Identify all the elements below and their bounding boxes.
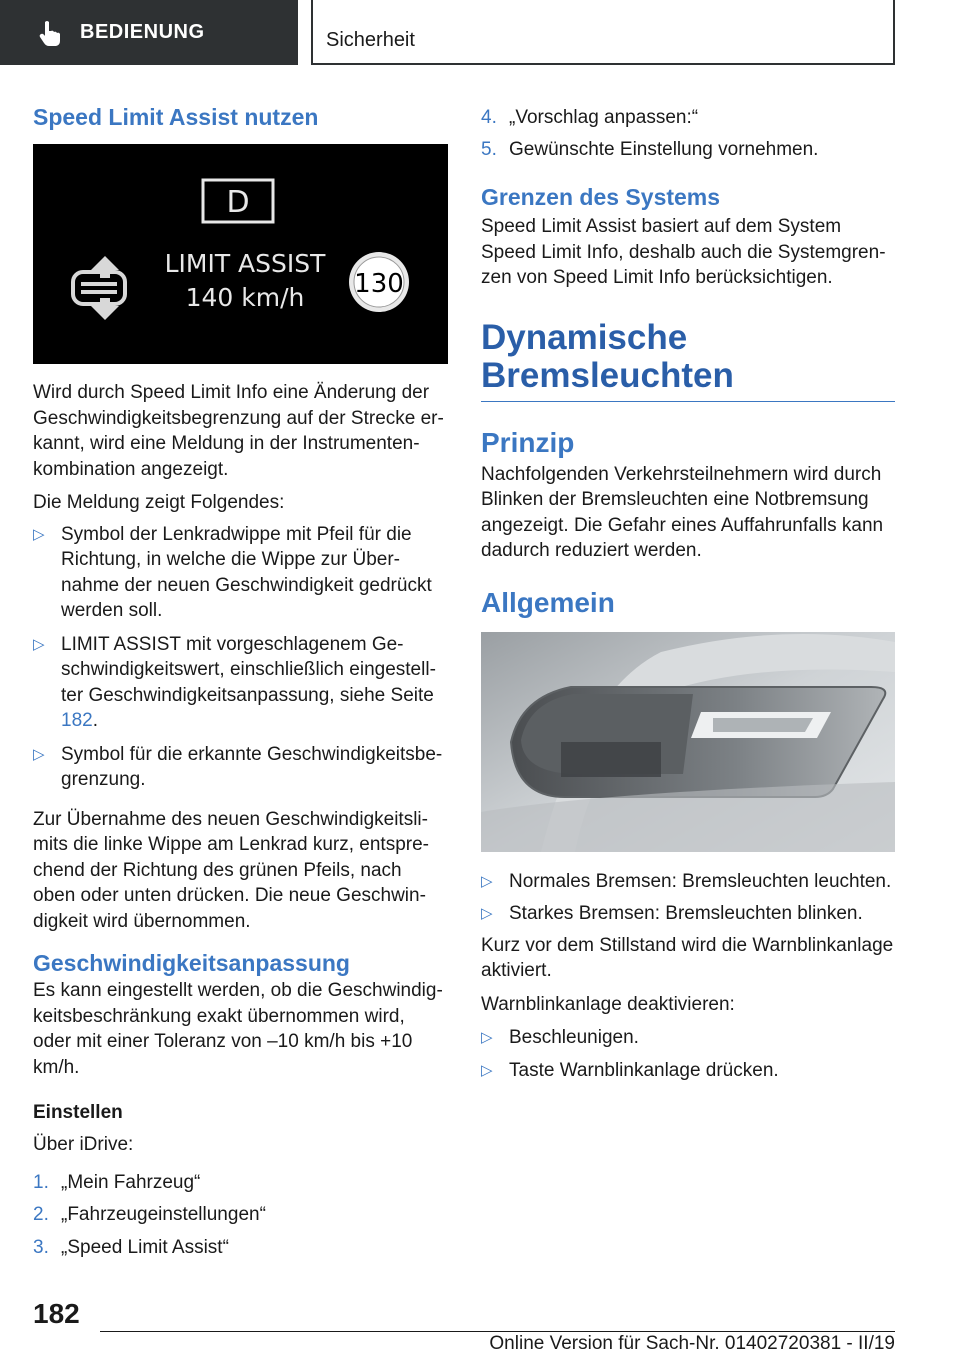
bullet-list	[481, 1025, 895, 1083]
speed-sign-icon	[349, 252, 409, 312]
list-item-text: Symbol der Lenkradwippe mit Pfeil für die Richtung, in welche die Wippe zur Übernahme der neuen Geschwindigkeit gedrückt werden soll.	[61, 523, 432, 621]
list-item	[33, 1170, 448, 1196]
subsection-title: Grenzen des Systems	[481, 184, 721, 210]
paragraph: Die Meldung zeigt Folgendes:	[33, 492, 285, 513]
list-item-text: „Speed Limit Assist“	[61, 1236, 229, 1258]
step-number: 1.	[33, 1171, 49, 1193]
limit-assist-display-image	[33, 144, 448, 364]
list-item-text: Taste Warnblinkanlage drücken.	[509, 1059, 779, 1081]
list-item	[33, 522, 448, 624]
triangle-bullet-icon: ▷	[33, 525, 45, 543]
list-item-text: „Vorschlag anpassen:“	[509, 107, 699, 128]
subsection-title: Geschwindigkeitsanpassung	[33, 950, 350, 976]
subsection-title: Allgemein	[481, 586, 615, 618]
section-tab-label: BEDIENUNG	[80, 21, 205, 43]
numbered-list	[33, 1170, 448, 1261]
list-item	[481, 869, 895, 895]
paragraph: Es kann eingestellt werden, ob die Geschwindigkeitsbeschränkung exakt übernommen wird, oder mit einer Toleranz von –10 km/h bis +10 km/h.	[33, 980, 443, 1078]
divider	[481, 401, 895, 402]
subheading: Einstellen	[33, 1102, 123, 1123]
limit-assist-label: LIMIT ASSIST	[164, 249, 326, 278]
list-item	[33, 742, 448, 793]
page-link[interactable]: 182	[61, 710, 93, 731]
list-item	[481, 105, 895, 131]
gear-indicator: D	[226, 185, 250, 220]
footer-divider	[100, 1331, 895, 1332]
list-item	[33, 1235, 448, 1261]
speed-sign-value: 130	[354, 269, 404, 299]
list-item-text: „Fahrzeugeinstellungen“	[61, 1204, 266, 1225]
step-number: 3.	[33, 1236, 49, 1258]
list-item-text: Beschleunigen.	[509, 1027, 639, 1048]
triangle-bullet-icon: ▷	[481, 905, 493, 922]
list-item-text: Starkes Bremsen: Bremsleuchten blinken.	[509, 903, 863, 924]
paragraph: Nachfolgenden Verkehrsteilnehmern wird durch Blinken der Bremsleuchten eine Notbremsung angezeigt. Die Gefahr eines Auffahrunfalls kann dadurch reduziert werden.	[481, 463, 884, 561]
limit-speed-value: 140 km/h	[185, 283, 305, 312]
left-column	[33, 100, 448, 1260]
tail-light-image	[481, 632, 895, 852]
step-number: 4.	[481, 107, 497, 128]
step-number: 2.	[33, 1204, 49, 1225]
section-tab[interactable]	[0, 0, 298, 65]
subsection-title: Prinzip	[481, 426, 575, 458]
triangle-bullet-icon: ▷	[33, 745, 45, 763]
list-item	[481, 1025, 895, 1051]
list-item-text: Normales Bremsen: Bremsleuchten leuchten.	[509, 870, 892, 892]
section-title: Speed Limit Assist nutzen	[33, 104, 319, 130]
numbered-list	[481, 105, 895, 162]
footer-text: Online Version für Sach-Nr. 01402720381 - II/19	[489, 1333, 895, 1354]
list-item-text: Gewünschte Einstellung vornehmen.	[509, 138, 819, 160]
chapter-header	[311, 0, 895, 65]
paragraph: Warnblinkanlage deaktivieren:	[481, 993, 735, 1015]
list-item	[33, 632, 448, 734]
list-item	[481, 137, 895, 163]
triangle-bullet-icon: ▷	[481, 1029, 493, 1046]
page-number: 182	[33, 1298, 80, 1329]
triangle-bullet-icon: ▷	[481, 872, 493, 890]
list-item-text: Symbol für die erkannte Geschwindigkeitsbegrenzung.	[61, 743, 443, 790]
pointing-hand-icon	[36, 18, 66, 48]
list-item-text: „Mein Fahrzeug“	[61, 1171, 201, 1193]
chapter-title: Sicherheit	[326, 29, 415, 51]
right-column	[481, 100, 895, 1083]
list-item-text: LIMIT ASSIST mit vorgeschlagenem Geschwindigkeitswert, einschließlich eingestellter Geschwindigkeitsanpassung, siehe Seite 182.	[61, 633, 436, 731]
paragraph: Über iDrive:	[33, 1134, 134, 1155]
chapter-section-title: Dynamische Bremsleuchten	[481, 317, 734, 395]
triangle-bullet-icon: ▷	[481, 1061, 493, 1079]
list-item	[481, 901, 895, 927]
paragraph: Kurz vor dem Stillstand wird die Warnblinkanlage aktiviert.	[481, 934, 894, 981]
bullet-list	[33, 522, 448, 793]
step-number: 5.	[481, 138, 497, 160]
paragraph: Wird durch Speed Limit Info eine Änderung der Geschwindigkeitsbegrenzung auf der Strecke erkannt, wird eine Meldung in der Instrumentenkombination angezeigt.	[33, 382, 444, 480]
bullet-list	[481, 869, 895, 927]
list-item	[481, 1058, 895, 1084]
paragraph: Speed Limit Assist basiert auf dem System Speed Limit Info, deshalb auch die Systemgrenzen von Speed Limit Info berücksichtigen.	[481, 216, 886, 288]
triangle-bullet-icon: ▷	[33, 635, 45, 653]
list-item	[33, 1202, 448, 1228]
paragraph: Zur Übernahme des neuen Geschwindigkeitslimits die linke Wippe am Lenkrad kurz, entsprechend der Richtung des grünen Pfeils, nach oben oder unten drücken. Die neue Geschwindigkeit wird übernommen.	[33, 808, 429, 932]
